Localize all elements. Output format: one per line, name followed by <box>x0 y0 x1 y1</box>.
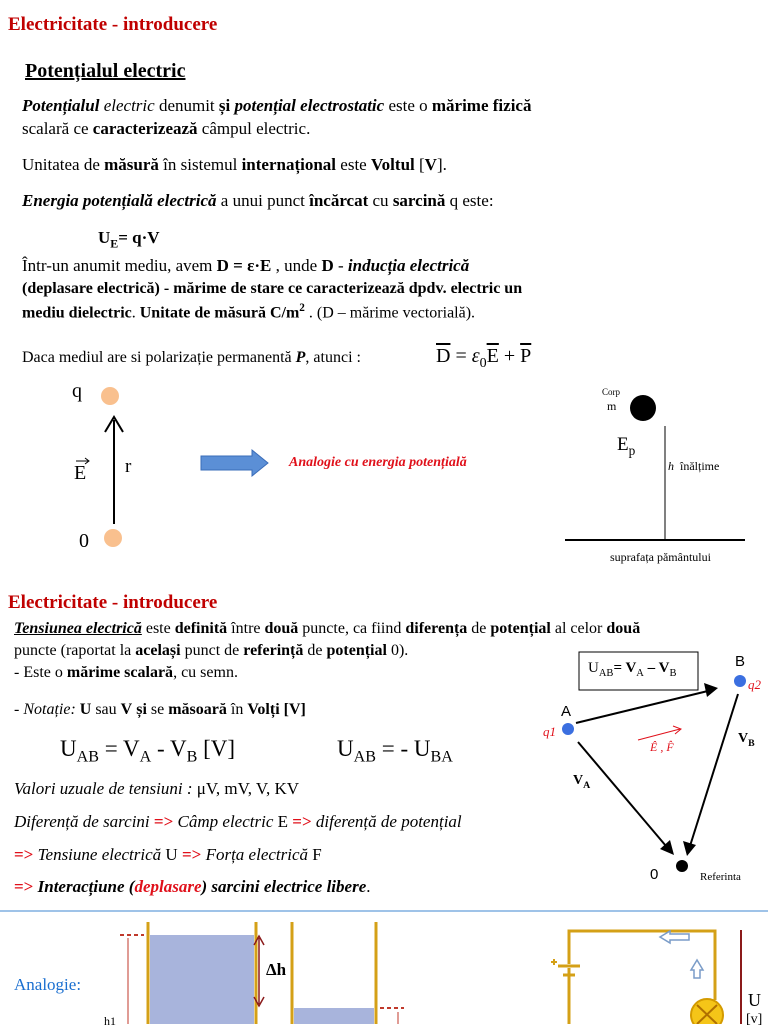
paragraph-polarization: Daca mediul are si polarizație permanentă P, atunci : <box>22 349 361 366</box>
voltage-scalar-line: - Este o mărime scalară, cu semn. <box>14 664 238 681</box>
analogy-label: Analogie cu energia potențială <box>289 455 467 470</box>
formula-energy: $U_E= q\cdot V$ <box>98 228 160 251</box>
label-corp: Corp <box>602 387 620 397</box>
paragraph-potential-definition-line2: scalară ce caracterizează câmpul electric. <box>22 119 311 138</box>
tank-left-water <box>150 935 254 1024</box>
slide2-title: Electricitate - introducere <box>8 592 218 613</box>
paragraph-induction-l2: (deplasare electrică) - mărime de stare ce caracterizează dpdv. electric un <box>22 280 523 297</box>
formula-uba: $U_{AB}$ = - $U_{BA}$ <box>337 736 453 766</box>
label-zero-ref: 0 <box>650 866 659 883</box>
label-q2: q2 <box>748 677 761 692</box>
usual-values-line: Valori uzuale de tensiuni : μV, mV, V, KV <box>14 779 300 798</box>
tank-right-water <box>294 1008 374 1024</box>
paragraph-induction-l1: Într-un anumit mediu, avem D = ε·E , unde D - inducția electrică <box>22 256 470 275</box>
voltage-force-line: => Tensiune electrică U => Forța electrică F <box>14 845 322 864</box>
label-vb: $V_B$ <box>738 731 755 749</box>
label-partial-h1: h1 <box>104 1014 116 1028</box>
label-e-f: Ê , F̂ <box>650 740 674 754</box>
voltage-definition-l2: puncte (raportat la același punct de referință de potențial 0). <box>14 642 409 659</box>
paragraph-induction-l3: mediu dielectric. Unitate de măsură $C/m^2$ . (D – mărime vectorială). <box>22 302 476 322</box>
label-a: A <box>561 703 572 720</box>
label-u-circuit: U <box>748 990 761 1010</box>
label-ground: suprafața pământului <box>610 550 711 564</box>
label-q: q <box>72 380 82 402</box>
label-q1: q1 <box>543 724 556 739</box>
voltage-definition-l1: Tensiunea electrică este definită între două puncte, ca fiind diferența de potențial al celor două <box>14 620 641 637</box>
formula-uab: $U_{AB} = V_A - V_B$ [V] <box>60 736 236 766</box>
label-m: m <box>607 399 617 413</box>
label-zero: 0 <box>79 530 89 552</box>
current-arrow-right <box>691 960 703 978</box>
analogy-label-slide3: Analogie: <box>14 975 82 994</box>
label-va: $V_A$ <box>573 773 591 791</box>
label-delta-h: Δh <box>266 960 287 979</box>
slide1-title: Electricitate - introducere <box>8 14 218 35</box>
label-height: h înălțime <box>668 459 720 473</box>
formula-polarization: $\overline{D} = \varepsilon_0\overline{E} + \overline{P}$ <box>436 345 532 371</box>
charge-difference-line: Diferență de sarcini => Câmp electric E => diferență de potențial <box>14 812 462 831</box>
label-partial-v: [v] <box>746 1012 763 1027</box>
label-b: B <box>735 653 746 670</box>
uab-box-formula: $U_{AB}= V_A - V_B$ <box>588 660 677 679</box>
label-r: r <box>125 456 132 477</box>
paragraph-unit: Unitatea de măsură în sistemul internațional este Voltul [V]. <box>22 155 447 174</box>
voltage-notation-line: - Notație: U sau V și se măsoară în Volți [V] <box>14 701 306 718</box>
interaction-line: => Interacțiune (deplasare) sarcini electrice libere. <box>14 877 371 896</box>
section-subtitle: Potențialul electric <box>25 60 186 82</box>
current-arrow-top <box>660 931 689 943</box>
paragraph-potential-energy: Energia potențială electrică a unui punct încărcat cu sarcină q este: <box>22 191 494 210</box>
label-referinta: Referinta <box>700 871 741 883</box>
label-e-vector: E <box>74 462 87 484</box>
lamp-icon <box>691 999 723 1024</box>
paragraph-potential-definition: Potențialul electric denumit și potențial electrostatic este o mărime fizică <box>22 96 532 115</box>
label-ep: $E_p$ <box>617 434 636 458</box>
